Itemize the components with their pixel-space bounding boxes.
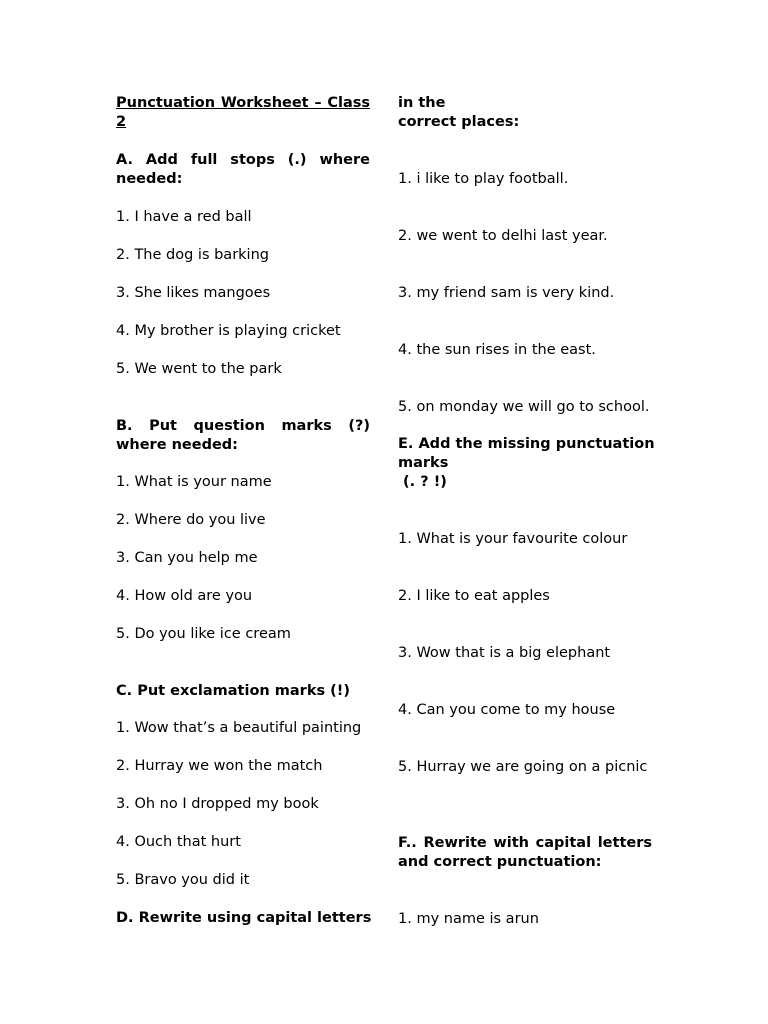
- section-e-item-1: 1. What is your favourite colour: [398, 531, 628, 547]
- section-c-item-1: 1. Wow that’s a beautiful painting: [116, 720, 362, 736]
- section-d-item-2: 2. we went to delhi last year.: [398, 228, 608, 244]
- section-a-item-5: 5. We went to the park: [116, 361, 282, 377]
- section-d-item-4: 4. the sun rises in the east.: [398, 342, 596, 358]
- section-d-heading-line-1: D. Rewrite using capital letters: [116, 910, 372, 926]
- section-d-item-3: 3. my friend sam is very kind.: [398, 285, 615, 301]
- section-b-item-5: 5. Do you like ice cream: [116, 626, 291, 642]
- section-a-heading: A. Add full stops (.) where needed:: [116, 152, 370, 187]
- section-d-item-5: 5. on monday we will go to school.: [398, 399, 650, 415]
- section-b-item-4: 4. How old are you: [116, 588, 253, 604]
- section-a-item-2: 2. The dog is barking: [116, 247, 269, 263]
- section-c-item-2: 2. Hurray we won the match: [116, 758, 323, 774]
- section-e-item-2: 2. I like to eat apples: [398, 588, 550, 604]
- section-c-item-4: 4. Ouch that hurt: [116, 834, 241, 850]
- section-a-item-4: 4. My brother is playing cricket: [116, 323, 341, 339]
- section-e-item-4: 4. Can you come to my house: [398, 702, 616, 718]
- section-c-item-3: 3. Oh no I dropped my book: [116, 796, 319, 812]
- section-c-item-5: 5. Bravo you did it: [116, 872, 250, 888]
- section-b-item-1: 1. What is your name: [116, 474, 272, 490]
- section-e-heading-line-1: E. Add the missing punctuation: [398, 436, 655, 452]
- section-a-item-3: 3. She likes mangoes: [116, 285, 271, 301]
- section-d-heading-line-3: correct places:: [398, 114, 520, 130]
- section-f-item-1: 1. my name is arun: [398, 911, 539, 927]
- section-e-item-5: 5. Hurray we are going on a picnic: [398, 759, 648, 775]
- section-e-heading-line-3: (. ? !): [398, 474, 447, 490]
- section-d-heading-line-2: in the: [398, 95, 446, 111]
- section-b-item-2: 2. Where do you live: [116, 512, 266, 528]
- section-e-item-3: 3. Wow that is a big elephant: [398, 645, 611, 661]
- section-c-heading: C. Put exclamation marks (!): [116, 683, 351, 699]
- section-d-item-1: 1. i like to play football.: [398, 171, 569, 187]
- section-b-item-3: 3. Can you help me: [116, 550, 258, 566]
- worksheet-title: Punctuation Worksheet – Class 2: [116, 95, 370, 130]
- section-b-heading: B. Put question marks (?) where needed:: [116, 418, 370, 453]
- section-e-heading-line-2: marks: [398, 455, 449, 471]
- section-f-heading: F.. Rewrite with capital letters and correct punctuation:: [398, 835, 652, 870]
- section-a-item-1: 1. I have a red ball: [116, 209, 252, 225]
